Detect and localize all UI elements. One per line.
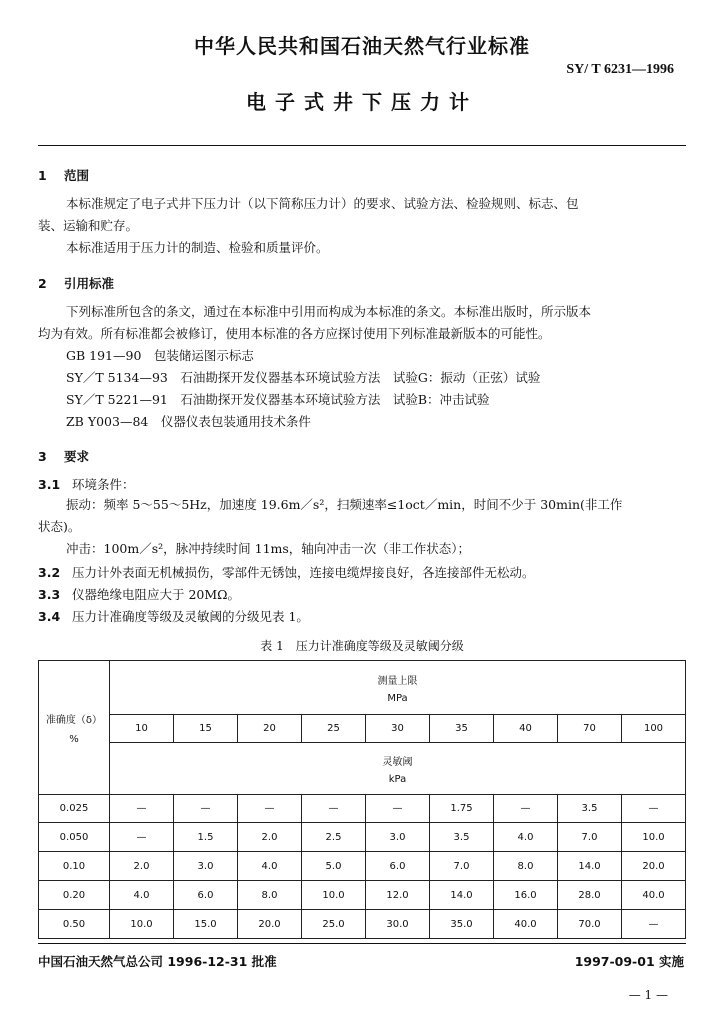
reference-item: SY／T 5221—91 石油勘探开发仪器基本环境试验方法 试验B：冲击试验	[66, 392, 490, 407]
reference-item: GB 191—90 包装储运图示标志	[66, 348, 254, 363]
header-rule	[38, 145, 686, 146]
sensitivity-header-label: 灵敏阈	[382, 756, 413, 768]
sensitivity-cell: —	[622, 795, 686, 823]
sensitivity-cell: 28.0	[558, 881, 622, 910]
clause-3-4	[38, 607, 309, 625]
sensitivity-header-unit: kPa	[388, 773, 407, 785]
standard-code: SY/ T 6231—1996	[566, 62, 674, 77]
clause-3-3	[38, 585, 240, 603]
section-2-heading	[38, 274, 114, 292]
sensitivity-cell: 4.0	[494, 823, 558, 852]
range-cell: 100	[622, 715, 686, 743]
range-cell: 10	[110, 715, 174, 743]
accuracy-header-label: 准确度（δ）	[45, 714, 103, 726]
shock-line: 冲击：100m／s²，脉冲持续时间 11ms，轴向冲击一次（非工作状态）；	[66, 541, 471, 556]
clause-number: 3.1	[38, 477, 61, 492]
sensitivity-header-cell	[110, 743, 686, 795]
vibration-line-2: 状态)。	[38, 519, 81, 534]
sensitivity-cell: 10.0	[110, 910, 174, 939]
sensitivity-cell: 6.0	[366, 852, 430, 881]
s2-paragraph-line-2: 均为有效。所有标准都会被修订，使用本标准的各方应探讨使用下列标准最新版本的可能性。	[38, 326, 551, 341]
document-title: 电子式井下压力计	[246, 90, 478, 114]
sensitivity-cell: 20.0	[622, 852, 686, 881]
sensitivity-cell: —	[110, 795, 174, 823]
sensitivity-cell: 3.0	[174, 852, 238, 881]
clause-number: 3.4	[38, 609, 61, 624]
sensitivity-cell: —	[174, 795, 238, 823]
section-number: 2	[38, 276, 47, 291]
sensitivity-cell: —	[622, 910, 686, 939]
table-1-caption: 表 1 压力计准确度等级及灵敏阈分级	[260, 639, 464, 653]
table-header-row	[39, 661, 686, 715]
range-cell: 40	[494, 715, 558, 743]
range-cell: 15	[174, 715, 238, 743]
sensitivity-cell: 5.0	[302, 852, 366, 881]
sensitivity-cell: 20.0	[238, 910, 302, 939]
page-number: — 1 —	[628, 988, 668, 1002]
section-title: 要求	[64, 449, 90, 464]
clause-text: 压力计外表面无机械损伤，零部件无锈蚀，连接电缆焊接良好，各连接部件无松动。	[72, 565, 535, 580]
sensitivity-cell: 3.5	[558, 795, 622, 823]
sensitivity-cell: 4.0	[110, 881, 174, 910]
sensitivity-cell: 12.0	[366, 881, 430, 910]
range-values-row	[39, 715, 686, 743]
s1-paragraph-line-2: 装、运输和贮存。	[38, 218, 139, 233]
table-row	[39, 852, 686, 881]
sensitivity-cell: 1.5	[174, 823, 238, 852]
section-3-heading	[38, 447, 89, 465]
range-header-unit: MPa	[387, 692, 408, 704]
table-row	[39, 823, 686, 852]
industry-standard-title: 中华人民共和国石油天然气行业标准	[194, 34, 530, 58]
accuracy-header-unit: %	[69, 733, 79, 745]
sensitivity-cell: —	[366, 795, 430, 823]
section-number: 3	[38, 449, 47, 464]
clause-text: 环境条件：	[72, 477, 135, 492]
sensitivity-cell: 30.0	[366, 910, 430, 939]
sensitivity-cell: —	[494, 795, 558, 823]
sensitivity-header-row	[39, 743, 686, 795]
sensitivity-cell: 8.0	[238, 881, 302, 910]
sensitivity-cell: 14.0	[558, 852, 622, 881]
sensitivity-cell: 7.0	[430, 852, 494, 881]
sensitivity-cell: 14.0	[430, 881, 494, 910]
sensitivity-cell: 70.0	[558, 910, 622, 939]
range-cell: 20	[238, 715, 302, 743]
section-number: 1	[38, 168, 47, 183]
sensitivity-cell: 7.0	[558, 823, 622, 852]
section-title: 范围	[64, 168, 90, 183]
clause-3-1	[38, 475, 135, 493]
range-cell: 35	[430, 715, 494, 743]
range-header-label: 测量上限	[377, 675, 418, 687]
sensitivity-cell: 2.0	[238, 823, 302, 852]
sensitivity-cell: 10.0	[622, 823, 686, 852]
table-row	[39, 795, 686, 823]
section-title: 引用标准	[64, 276, 115, 291]
range-cell: 30	[366, 715, 430, 743]
footer-rule	[38, 943, 686, 944]
accuracy-cell: 0.025	[39, 795, 110, 823]
sensitivity-cell: 10.0	[302, 881, 366, 910]
range-header-cell	[110, 661, 686, 715]
sensitivity-cell: —	[238, 795, 302, 823]
accuracy-cell: 0.50	[39, 910, 110, 939]
reference-item: ZB Y003—84 仪器仪表包装通用技术条件	[66, 414, 311, 429]
clause-number: 3.2	[38, 565, 61, 580]
clause-3-2	[38, 563, 535, 581]
sensitivity-cell: 16.0	[494, 881, 558, 910]
sensitivity-cell: 3.5	[430, 823, 494, 852]
s1-paragraph-line-1: 本标准规定了电子式井下压力计（以下简称压力计）的要求、试验方法、检验规则、标志、包	[66, 196, 579, 211]
sensitivity-cell: 6.0	[174, 881, 238, 910]
sensitivity-cell: 2.5	[302, 823, 366, 852]
sensitivity-cell: 35.0	[430, 910, 494, 939]
sensitivity-cell: 3.0	[366, 823, 430, 852]
sensitivity-cell: —	[110, 823, 174, 852]
sensitivity-cell: 40.0	[494, 910, 558, 939]
sensitivity-cell: 40.0	[622, 881, 686, 910]
clause-number: 3.3	[38, 587, 61, 602]
sensitivity-cell: —	[302, 795, 366, 823]
section-1-heading	[38, 166, 89, 184]
sensitivity-cell: 15.0	[174, 910, 238, 939]
accuracy-cell: 0.20	[39, 881, 110, 910]
s1-paragraph-2: 本标准适用于压力计的制造、检验和质量评价。	[66, 240, 329, 255]
approval-line: 中国石油天然气总公司 1996-12-31 批准	[38, 954, 277, 969]
accuracy-header-cell	[39, 661, 110, 795]
vibration-line-1: 振动：频率 5～55～5Hz，加速度 19.6m／s²，扫频速率≤1oct／min，时间不少于 30min(非工作	[66, 497, 623, 512]
accuracy-sensitivity-table	[38, 660, 686, 939]
sensitivity-cell: 1.75	[430, 795, 494, 823]
sensitivity-cell: 2.0	[110, 852, 174, 881]
clause-text: 压力计准确度等级及灵敏阈的分级见表 1。	[72, 609, 309, 624]
range-cell: 25	[302, 715, 366, 743]
table-row	[39, 910, 686, 939]
sensitivity-cell: 25.0	[302, 910, 366, 939]
accuracy-cell: 0.10	[39, 852, 110, 881]
sensitivity-cell: 8.0	[494, 852, 558, 881]
accuracy-cell: 0.050	[39, 823, 110, 852]
clause-text: 仪器绝缘电阻应大于 20MΩ。	[72, 587, 241, 602]
range-cell: 70	[558, 715, 622, 743]
table-row	[39, 881, 686, 910]
reference-item: SY／T 5134—93 石油勘探开发仪器基本环境试验方法 试验G：振动（正弦）试验	[66, 370, 541, 385]
sensitivity-cell: 4.0	[238, 852, 302, 881]
s2-paragraph-line-1: 下列标准所包含的条文，通过在本标准中引用而构成为本标准的条文。本标准出版时，所示版本	[66, 304, 592, 319]
implementation-date: 1997-09-01 实施	[574, 954, 684, 969]
